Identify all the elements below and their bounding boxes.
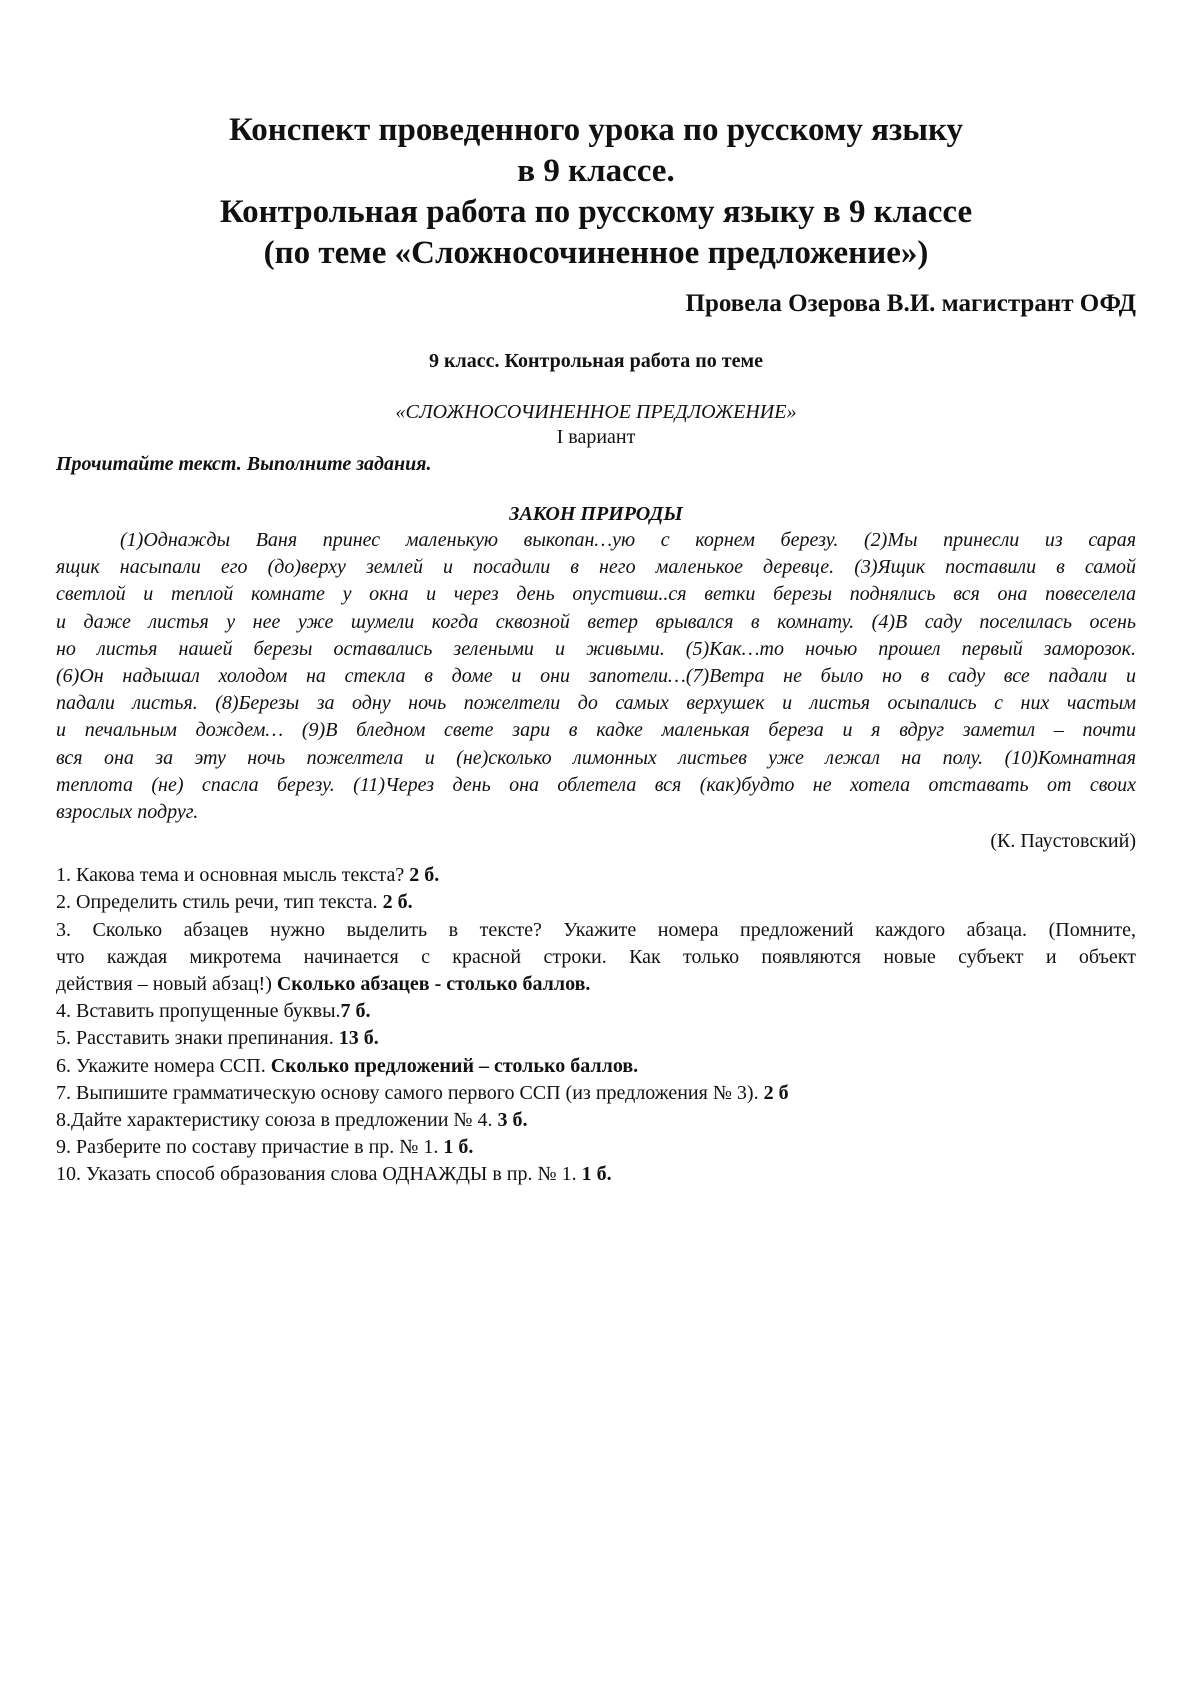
task-item	[56, 1053, 1136, 1080]
task-points: Сколько абзацев - столько баллов.	[276, 973, 591, 996]
title-line: в 9 классе.	[517, 153, 675, 189]
text-body	[56, 527, 1136, 826]
text-line: но листья нашей березы оставались зелеными и живыми. (5)Как…то ночью прошел первый заморозок.	[56, 637, 1136, 660]
text-source: (К. Паустовский)	[990, 830, 1136, 853]
text-line: светлой и теплой комнате у окна и через день опустивш..ся ветки березы поднялись вся она повеселела	[56, 583, 1136, 606]
text-line: вся она за эту ночь пожелтела и (не)сколько лимонных листьев уже лежал на полу. (10)Комнатная	[56, 746, 1136, 769]
task-points: 2 б.	[409, 864, 440, 887]
task-item	[56, 1025, 1136, 1052]
title-line: Конспект проведенного урока по русскому языку	[228, 112, 964, 148]
task-item	[56, 1107, 1136, 1134]
task-line	[56, 1053, 1136, 1080]
task-item	[56, 1134, 1136, 1161]
text-line: теплота (не) спасла березу. (11)Через день она облетела вся (как)будто не хотела отставать от своих	[56, 773, 1136, 796]
text-line: (6)Он надышал холодом на стекла в доме и они запотели…(7)Ветра не было но в саду все падали и	[56, 665, 1136, 688]
task-item	[56, 998, 1136, 1025]
task-text: 4. Вставить пропущенные буквы.	[56, 1000, 341, 1023]
task-points: 1 б.	[443, 1136, 474, 1159]
task-text: 2. Определить стиль речи, тип текста.	[56, 891, 383, 914]
task-points: 3 б.	[497, 1109, 528, 1132]
task-item	[56, 1161, 1136, 1188]
task-line	[56, 998, 1136, 1025]
text-line: и даже листья у нее уже шумели когда сквозной ветер врывался в комнату. (4)В саду поселилась осень	[56, 610, 1136, 633]
text-line: и печальным дождем… (9)В бледном свете зари в кадке маленькая береза и я вдруг заметил – почти	[56, 719, 1136, 742]
sub-heading: 9 класс. Контрольная работа по теме	[429, 350, 763, 372]
task-line	[56, 917, 1136, 944]
task-item	[56, 1080, 1136, 1107]
task-line	[56, 1161, 1136, 1188]
task-text: 6. Укажите номера ССП.	[56, 1054, 271, 1077]
task-text: 9. Разберите по составу причастие в пр. № 1.	[56, 1136, 444, 1159]
task-points: 1 б.	[581, 1163, 612, 1186]
task-text: 5. Расставить знаки препинания.	[56, 1027, 339, 1050]
document-page	[56, 110, 1136, 1189]
task-line	[56, 889, 1136, 916]
task-text: что каждая микротема начинается с красной строки. Как только появляются новые субъект и объект	[56, 945, 1136, 968]
text-line: взрослых подруг.	[56, 801, 199, 824]
variant-label: I вариант	[556, 426, 636, 448]
task-text: 10. Указать способ образования слова ОДНАЖДЫ в пр. № 1.	[56, 1163, 582, 1186]
task-text: действия – новый абзац!)	[56, 973, 277, 996]
task-line	[56, 1134, 1136, 1161]
task-item	[56, 917, 1136, 999]
task-text: 7. Выпишите грамматическую основу самого первого ССП (из предложения № 3).	[56, 1081, 764, 1104]
task-item	[56, 889, 1136, 916]
author-line: Провела Озерова В.И. магистрант ОФД	[685, 290, 1136, 317]
text-line: ящик насыпали его (до)верху землей и посадили в него маленькое деревце. (3)Ящик поставили в самой	[56, 556, 1136, 579]
instruction: Прочитайте текст. Выполните задания.	[56, 453, 432, 475]
task-text: 3. Сколько абзацев нужно выделить в тексте? Укажите номера предложений каждого абзаца. (Помните,	[56, 918, 1136, 941]
topic-title: «СЛОЖНОСОЧИНЕННОЕ ПРЕДЛОЖЕНИЕ»	[395, 401, 797, 423]
task-text: 8.Дайте характеристику союза в предложении № 4.	[56, 1109, 498, 1132]
task-line	[56, 1025, 1136, 1052]
text-title: ЗАКОН ПРИРОДЫ	[509, 503, 683, 525]
task-item	[56, 862, 1136, 889]
task-line	[56, 944, 1136, 971]
document-title	[56, 110, 1136, 274]
task-line	[56, 1107, 1136, 1134]
task-points: Сколько предложений – столько баллов.	[270, 1054, 639, 1077]
task-line	[56, 1080, 1136, 1107]
task-text: 1. Какова тема и основная мысль текста?	[56, 864, 410, 887]
task-line	[56, 862, 1136, 889]
task-list	[56, 862, 1136, 1188]
task-points: 7 б.	[340, 1000, 371, 1023]
text-line: падали листья. (8)Березы за одну ночь пожелтели до самых верхушек и листья осыпались с них частым	[56, 692, 1136, 715]
text-line: (1)Однажды Ваня принес маленькую выкопан…ую с корнем березу. (2)Мы принесли из сарая	[120, 529, 1136, 551]
task-points: 2 б	[763, 1081, 789, 1104]
task-line	[56, 971, 1136, 998]
title-line: Контрольная работа по русскому языку в 9 классе	[219, 194, 973, 230]
title-line: (по теме «Сложносочиненное предложение»)	[263, 235, 929, 271]
task-points: 2 б.	[382, 891, 413, 914]
task-points: 13 б.	[338, 1027, 379, 1050]
